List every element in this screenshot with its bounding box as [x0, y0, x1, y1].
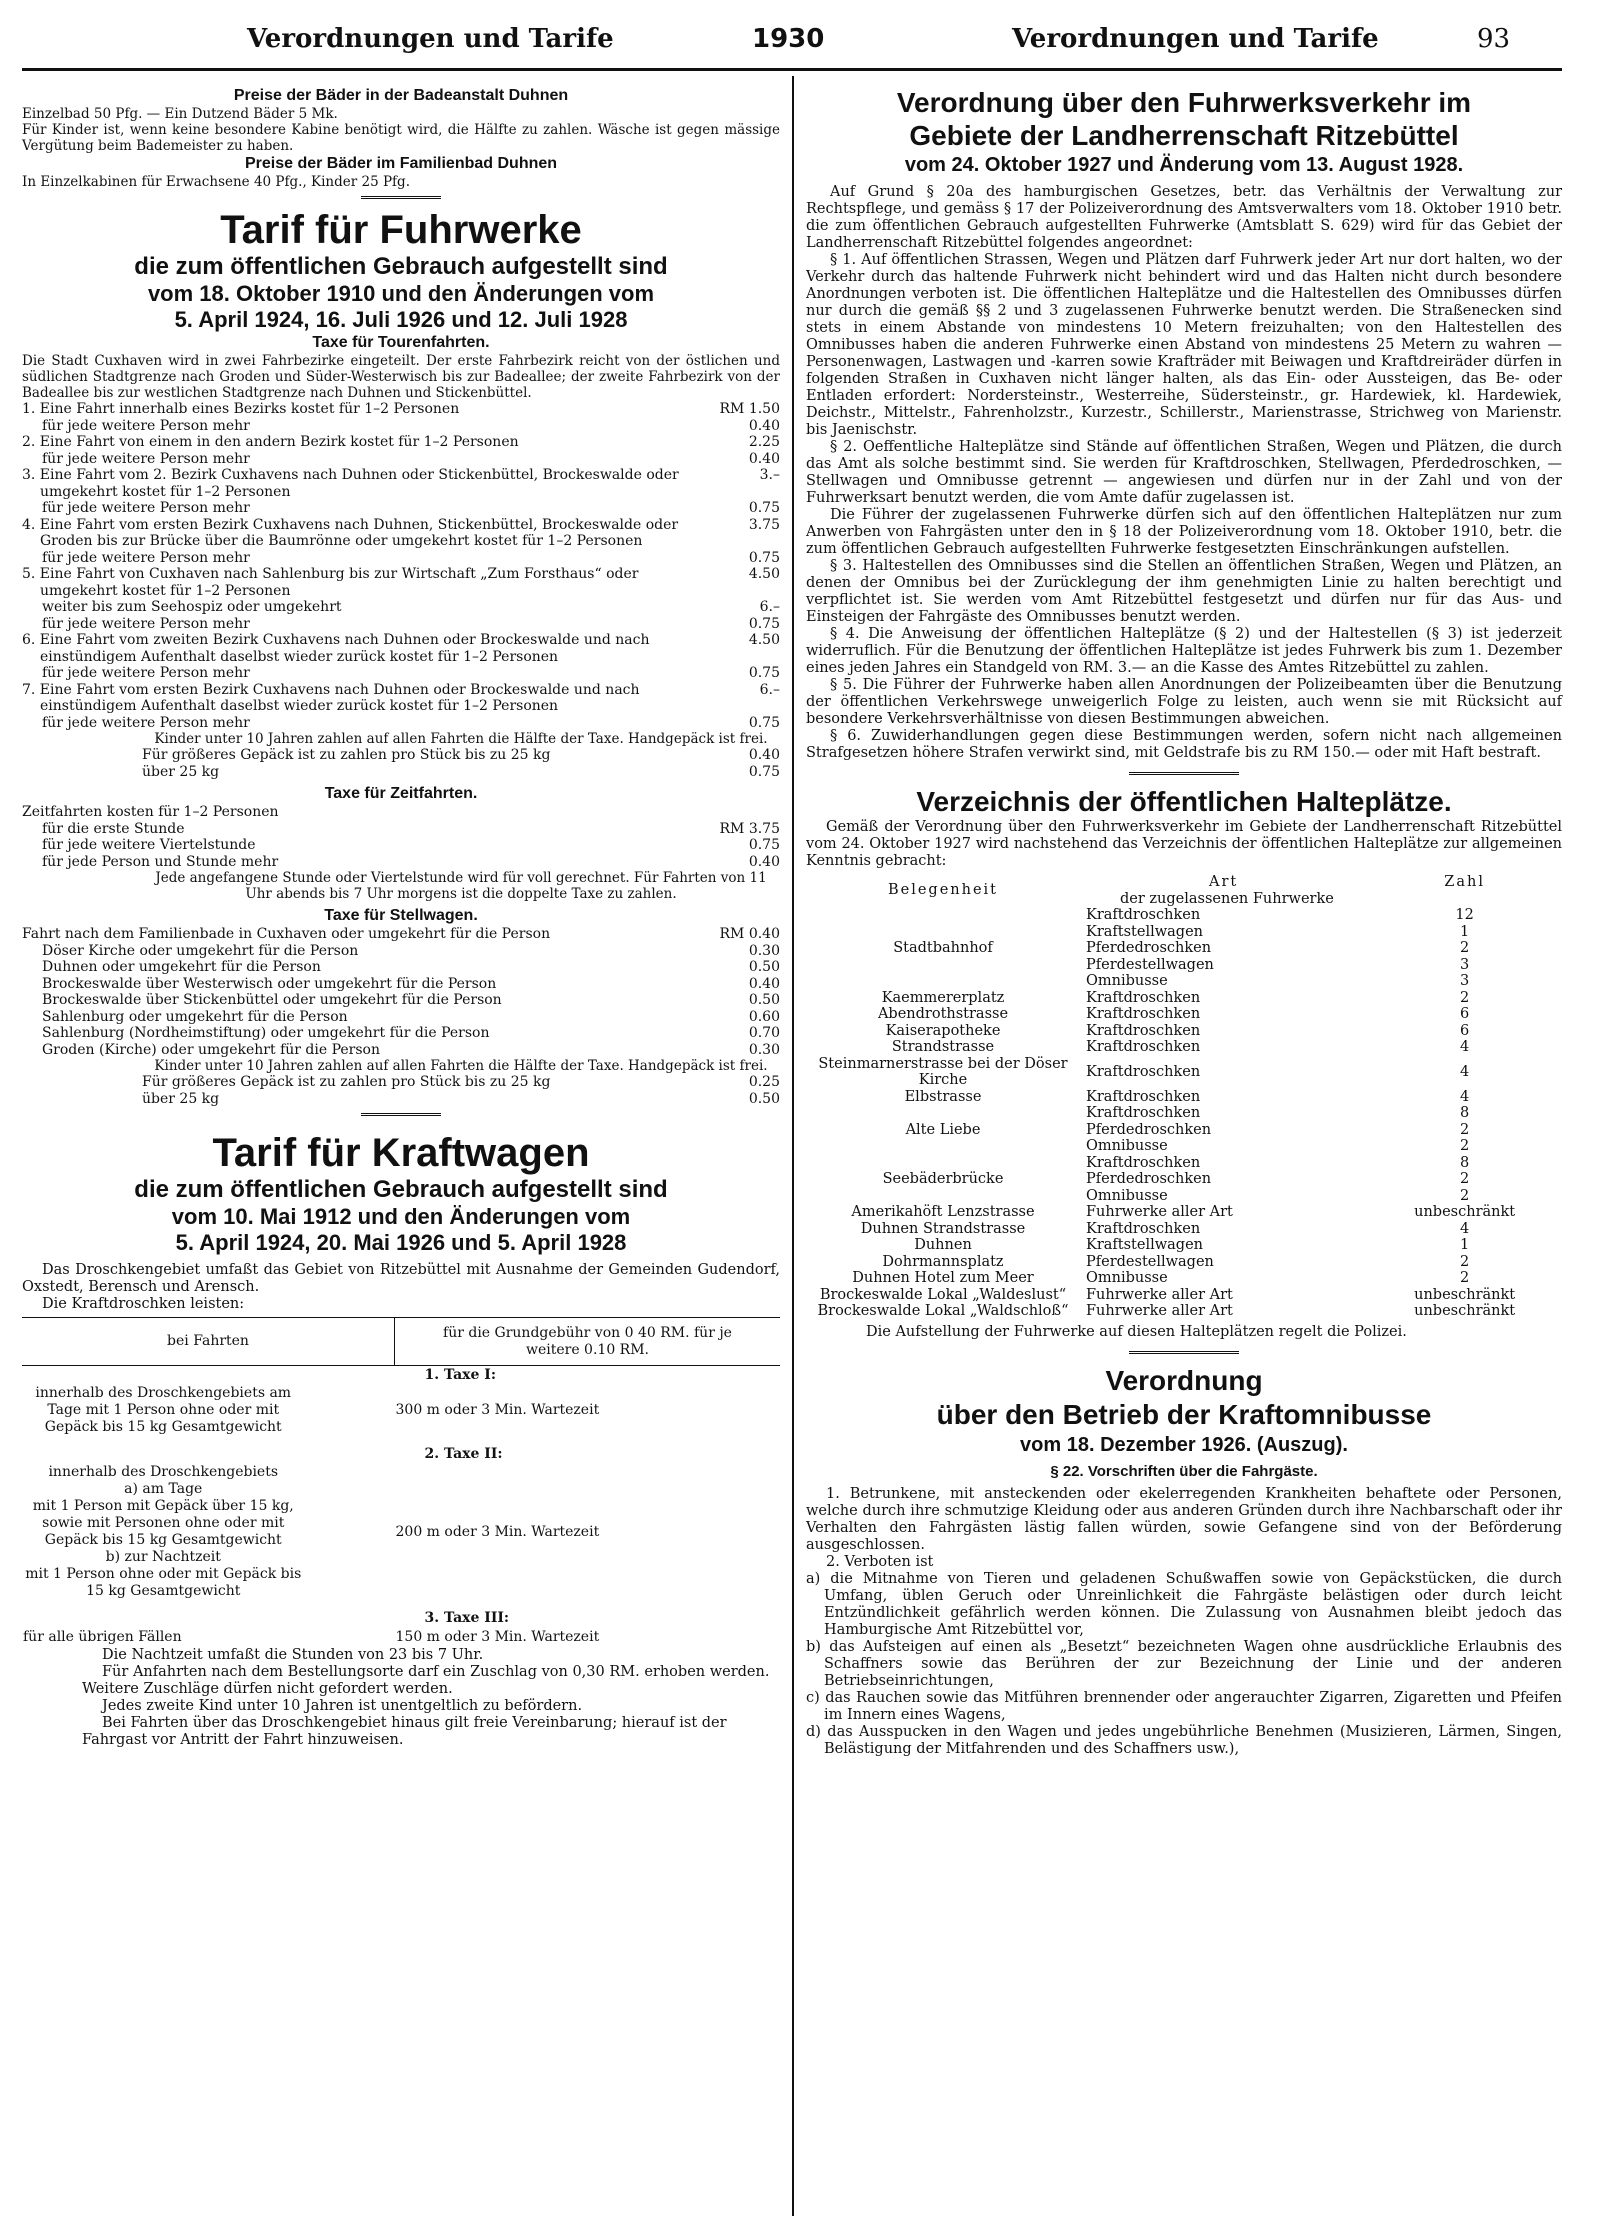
- tour-row: [22, 401, 780, 418]
- zeit-row-price: 0.40: [748, 853, 780, 870]
- halteplatz-ort: Elbstrasse: [904, 1088, 982, 1105]
- halteplatz-row: [806, 1237, 1562, 1254]
- th-sub: der zugelassenen Fuhrwerke: [1120, 890, 1334, 907]
- tour-row-desc: 7. Eine Fahrt vom ersten Bezirk Cuxhavens nach Duhnen oder Brockeswalde und nach einstündigem Aufenthalt daselbst wieder zurück kostet für 1–2 Personen: [22, 681, 640, 714]
- taxe1-value: 300 m oder 3 Min. Wartezeit: [395, 1402, 600, 1418]
- familienbad-title: Preise der Bäder im Familienbad Duhnen: [244, 155, 558, 172]
- tour-title: Taxe für Tourenfahrten.: [312, 334, 490, 351]
- halteplatz-zahl: 8: [1460, 1154, 1470, 1171]
- halteplatz-row: [806, 1204, 1562, 1221]
- halteplatz-ort: [806, 1188, 1080, 1205]
- halteplatz-art: Omnibusse: [1086, 1138, 1168, 1154]
- halteplatz-art: Pferdedroschken: [1086, 1171, 1212, 1187]
- halteplatz-zahl: unbeschränkt: [1414, 1204, 1516, 1220]
- halteplatz-ort: Kaemmererplatz: [881, 989, 1005, 1006]
- omnibus-item: b) das Aufsteigen auf einen als „Besetzt“ bezeichneten Wagen ohne ausdrückliche Erlaubnis des Schaffners sowie das Berühren der zur Bezeichnung der Linie und der anderen Betriebseinrichtungen,: [806, 1638, 1562, 1689]
- tour-row-desc: für jede weitere Person mehr: [42, 665, 250, 681]
- taxe2-line: a) am Tage: [124, 1481, 203, 1497]
- zeit-note: Jede angefangene Stunde oder Viertelstunde wird für voll gerechnet. Für Fahrten von 11 Uhr abends bis 7 Uhr morgens ist die doppelte Taxe zu zahlen.: [155, 870, 767, 902]
- stell-row-desc: Brockeswalde über Stickenbüttel oder umgekehrt für die Person: [42, 992, 502, 1008]
- tour-row-price: 4.50: [748, 632, 780, 648]
- verordnung-paragraph: § 4. Die Anweisung der öffentlichen Halteplätze (§ 2) und der Haltestellen (§ 3) ist jederzeit widerruflich. Für die Benutzung der öffentlichen Halteplätze ist jedes Fuhrwerk bis zum 1. Dezember eines jeden Jahres ein Standgeld von RM. 3.— an die Kasse des Amtes Ritzebüttel zu zahlen.: [806, 626, 1562, 676]
- kraftwagen-table: [22, 1317, 780, 1647]
- verordnung-body: [806, 184, 1562, 762]
- column-divider: [792, 76, 794, 2216]
- fuhrwerke-section: [22, 207, 780, 1107]
- fuhrwerke-sub1: die zum öffentlichen Gebrauch aufgestellt sind: [134, 253, 668, 280]
- tour-row-price: 3.75: [748, 516, 780, 533]
- right-column: [806, 86, 1562, 1758]
- baeder-line2: Für Kinder ist, wenn keine besondere Kabine benötigt wird, die Hälfte zu zahlen. Wäsche ist gegen mässige Vergütung beim Bademeister zu haben.: [22, 122, 780, 154]
- tour-row-price: 0.40: [748, 417, 780, 434]
- taxe2-label: 2. Taxe II:: [424, 1446, 503, 1462]
- halteplatz-ort: Stadtbahnhof: [893, 940, 993, 956]
- tour-row-desc: für jede weitere Person mehr: [42, 450, 250, 467]
- halteplatz-zahl: 2: [1460, 1171, 1470, 1187]
- halteplatz-ort: Steinmarnerstrasse bei der Döser Kirche: [818, 1055, 1068, 1088]
- halteplatz-ort: [806, 907, 1080, 924]
- halteplatz-art: Kraftdroschken: [1086, 1022, 1201, 1039]
- tour-row-price: 0.75: [748, 714, 780, 731]
- halteplatz-ort: Abendrothstrasse: [877, 1006, 1009, 1022]
- halteplatz-row: [806, 1089, 1562, 1106]
- tour-row-desc: für jede weitere Person mehr: [42, 417, 250, 434]
- omnibus-title1: Verordnung: [1105, 1364, 1263, 1396]
- halteplatz-row: [806, 1023, 1562, 1040]
- halteplatz-art: Kraftdroschken: [1086, 989, 1201, 1006]
- halteplaetze-intro: Gemäß der Verordnung über den Fuhrwerksverkehr im Gebiete der Landherrenschaft Ritzebüttel vom 24. Oktober 1927 wird nachstehend das Verzeichnis der öffentlichen Halteplätze zur allgemeinen Kenntnis gebracht:: [806, 819, 1562, 869]
- stell-row-price: 0.50: [748, 959, 780, 975]
- zeit-row-desc: für die erste Stunde: [42, 820, 185, 837]
- halteplatz-art: Omnibusse: [1086, 973, 1168, 989]
- kraftwagen-intro: Das Droschkengebiet umfaßt das Gebiet von Ritzebüttel mit Ausnahme der Gemeinden Gudendorf, Oxstedt, Berensch und Arensch.: [22, 1262, 780, 1295]
- stell-row: [22, 1025, 780, 1042]
- halteplatz-row: [806, 1039, 1562, 1056]
- halteplatz-zahl: 1: [1460, 923, 1470, 940]
- halteplatz-ort: Amerikahöft Lenzstrasse: [851, 1204, 1035, 1220]
- halteplatz-art: Fuhrwerke aller Art: [1086, 1286, 1233, 1303]
- tour-row-desc: 5. Eine Fahrt von Cuxhaven nach Sahlenburg bis zur Wirtschaft „Zum Forsthaus“ oder umgekehrt kostet für 1–2 Personen: [22, 566, 639, 599]
- omnibus-p1: 1. Betrunkene, mit ansteckenden oder ekelerregenden Krankheiten behaftete oder Personen, welche durch ihre schmutzige Kleidung oder aus anderen Gründen durch ihre Nachbarschaft oder ihr Verhalten den Fahrgästen lästig fallen würden, sowie Gefangene sind von der Beförderung ausgeschlossen.: [806, 1485, 1562, 1553]
- tour-row: [22, 451, 780, 468]
- halteplatz-zahl: 3: [1460, 973, 1470, 989]
- stell-row-desc: Döser Kirche oder umgekehrt für die Person: [42, 942, 359, 959]
- baeder-line3: In Einzelkabinen für Erwachsene 40 Pfg., Kinder 25 Pfg.: [22, 174, 410, 190]
- tour-row-desc: 1. Eine Fahrt innerhalb eines Bezirks kostet für 1–2 Personen: [22, 401, 460, 417]
- halteplatz-ort: [806, 1155, 1080, 1172]
- halteplatz-art: Omnibusse: [1086, 1270, 1168, 1286]
- halteplatz-art: Pferdedroschken: [1086, 940, 1212, 956]
- halteplatz-art: Kraftstellwagen: [1086, 1237, 1203, 1253]
- zeit-row-price: 0.75: [748, 837, 780, 853]
- halteplatz-row: [806, 1056, 1562, 1089]
- divider: [361, 196, 441, 199]
- halteplatz-zahl: 4: [1460, 1063, 1470, 1080]
- kraftwagen-note: Die Nachtzeit umfaßt die Stunden von 23 bis 7 Uhr.: [102, 1647, 484, 1663]
- stell-row-desc: Brockeswalde über Westerwisch oder umgekehrt für die Person: [42, 975, 497, 992]
- kraftwagen-note: Für Anfahrten nach dem Bestellungsorte darf ein Zuschlag von 0,30 RM. erhoben werden. Weitere Zuschläge dürfen nicht gefordert werden.: [82, 1664, 770, 1697]
- stell-row: [22, 992, 780, 1009]
- halteplaetze-title: Verzeichnis der öffentlichen Halteplätze.: [916, 786, 1452, 817]
- omnibus-title2: über den Betrieb der Kraftomnibusse: [936, 1398, 1432, 1430]
- gepaeck-price: 0.50: [748, 1090, 780, 1107]
- header-right: Verordnungen und Tarife: [1012, 24, 1379, 54]
- page-number: 93: [1477, 24, 1511, 54]
- newspaper-page: [22, 16, 1562, 2211]
- omnibus-item: d) das Ausspucken in den Wagen und jedes ungebührliche Benehmen (Musizieren, Lärmen, Singen, Belästigung der Mitfahrenden und des Schaffners usw.),: [806, 1723, 1562, 1757]
- halteplatz-zahl: 2: [1460, 1121, 1470, 1138]
- stell-row: [22, 1042, 780, 1059]
- stell-title: Taxe für Stellwagen.: [324, 907, 478, 924]
- kraftwagen-note: Bei Fahrten über das Droschkengebiet hinaus gilt freie Vereinbarung; hierauf ist der Fahrgast vor Antritt der Fahrt hinzuweisen.: [82, 1715, 727, 1748]
- tour-row-price: 0.75: [748, 500, 780, 516]
- baeder-section: [22, 86, 780, 190]
- halteplatz-zahl: 3: [1460, 956, 1470, 973]
- header-year: 1930: [752, 24, 825, 54]
- kraftwagen-notes: [22, 1647, 780, 1749]
- halteplatz-zahl: 12: [1455, 907, 1474, 923]
- stell-row-desc: Sahlenburg oder umgekehrt für die Person: [42, 1008, 348, 1025]
- kinder-note: Kinder unter 10 Jahren zahlen auf allen Fahrten die Hälfte der Taxe. Handgepäck ist frei.: [154, 731, 768, 747]
- tour-row-desc: 4. Eine Fahrt vom ersten Bezirk Cuxhavens nach Duhnen, Stickenbüttel, Brockeswalde oder Groden bis zur Brücke über die Baumrönne oder umgekehrt kostet für 1–2 Personen: [22, 516, 679, 549]
- halteplatz-zahl: 2: [1460, 1253, 1470, 1270]
- taxe2-value: 200 m oder 3 Min. Wartezeit: [395, 1523, 600, 1540]
- omnibus-item: a) die Mitnahme von Tieren und geladenen Schußwaffen sowie von Gepäckstücken, die durch Umfang, üblen Geruch oder Unreinlichkeit die Fahrgäste belästigen oder durch leicht Entzündlichkeit gefährlich werden können. Die Zulassung von Ausnahmen bleibt jedoch das Hamburgische Amt Ritzebüttel vor,: [806, 1570, 1562, 1638]
- tour-row-price: 0.40: [748, 450, 780, 467]
- tour-row: [22, 418, 780, 435]
- halteplatz-zahl: 4: [1460, 1088, 1470, 1105]
- th-belegenheit: Belegenheit: [887, 882, 999, 899]
- verordnung-title3: vom 24. Oktober 1927 und Änderung vom 13. August 1928.: [904, 154, 1464, 176]
- halteplatz-ort: Brockeswalde Lokal „Waldschloß“: [817, 1303, 1069, 1319]
- halteplatz-art: Fuhrwerke aller Art: [1086, 1204, 1233, 1220]
- stell-row-price: 0.30: [748, 942, 780, 959]
- stell-row-desc: Groden (Kirche) oder umgekehrt für die Person: [42, 1041, 380, 1058]
- zeit-table: [22, 804, 780, 870]
- halteplatz-ort: Kaiserapotheke: [885, 1022, 1001, 1039]
- tour-intro: Die Stadt Cuxhaven wird in zwei Fahrbezirke eingeteilt. Der erste Fahrbezirk reicht von der östlichen und südlichen Stadtgrenze nach Groden und Süder-Westerwisch bis zur Badeallee; der zweite Fahrbezirk von der Badeallee bis zur westlichen Stadtgrenze nach Duhnen und Stickenbüttel.: [22, 353, 780, 401]
- zeit-row: [22, 804, 780, 821]
- halteplatz-ort: Seebäderbrücke: [882, 1171, 1004, 1187]
- halteplatz-art: Kraftdroschken: [1086, 1063, 1201, 1080]
- verordnung-paragraph: § 1. Auf öffentlichen Strassen, Wegen und Plätzen darf Fuhrwerk jeder Art nur dort halten, wo der Verkehr durch das haltende Fuhrwerk nicht behindert wird und das Halten nicht durch besondere Anordnungen verboten ist. Die öffentlichen Halteplätze und die Haltestellen des Omnibusses dürfen nur durch die gemäß §§ 2 und 3 zugelassenen Fuhrwerke benutzt werden. Die Straßenecken sind stets in einem Abstande von mindestens 10 Metern freizuhalten; von den Haltestellen des Omnibusses haben die anderen Fuhrwerke einen Abstand von mindestens 25 Metern zu wahren — Personenwagen, Lastwagen und -karren sowie Krafträder mit Beiwagen und Kraftdreiräder dürfen in folgenden Straßen in Cuxhaven nicht länger halten, als das Ein- oder Aussteigen, das Be- oder Entladen erfordert: Nordersteinstr., Westerreihe, Südersteinstr., gr. Hardewiek, kl. Hardewiek, Deichstr., Mittelstr., Fahrenholzstr., Kurzestr., Schillerstr., Marienstrasse, Strichweg von Marienstr. bis Jaenischstr.: [806, 252, 1562, 438]
- halteplatz-art: Kraftdroschken: [1086, 907, 1201, 923]
- halteplatz-row: [806, 1221, 1562, 1238]
- omnibus-sec: § 22. Vorschriften über die Fahrgäste.: [1050, 1462, 1318, 1480]
- kraftwagen-intro2: Die Kraftdroschken leisten:: [42, 1296, 245, 1312]
- tour-row: [22, 434, 780, 451]
- halteplatz-row: [806, 907, 1562, 924]
- tour-row: [22, 550, 780, 567]
- tour-row-price: 0.75: [748, 615, 780, 632]
- verordnung-title1: Verordnung über den Fuhrwerksverkehr im: [896, 87, 1472, 118]
- tour-row-price: 3.–: [759, 467, 780, 483]
- left-column: [22, 86, 780, 1749]
- halteplatz-row: [806, 1287, 1562, 1304]
- stell-row-desc: Fahrt nach dem Familienbade in Cuxhaven oder umgekehrt für die Person: [22, 926, 551, 942]
- halteplatz-zahl: 4: [1460, 1220, 1470, 1237]
- stell-row: [22, 1009, 780, 1026]
- tour-row-desc: für jede weitere Person mehr: [42, 549, 250, 566]
- tour-row: [22, 599, 780, 616]
- halteplaetze-section: [806, 785, 1562, 1341]
- halteplatz-art: Kraftdroschken: [1086, 1088, 1201, 1105]
- gepaeck-row: Für größeres Gepäck ist zu zahlen pro Stück bis zu 25 kg: [142, 1074, 551, 1090]
- halteplatz-row: [806, 1188, 1562, 1205]
- omnibus-title3: vom 18. Dezember 1926. (Auszug).: [1020, 1433, 1348, 1456]
- omnibus-items: [806, 1571, 1562, 1758]
- halteplatz-ort: [806, 1138, 1080, 1155]
- gepaeck-row: über 25 kg: [142, 763, 220, 780]
- taxe3-value: 150 m oder 3 Min. Wartezeit: [395, 1629, 600, 1645]
- tour-row-price: 2.25: [748, 434, 780, 450]
- verordnung-paragraph: § 2. Oeffentliche Halteplätze sind Stände auf öffentlichen Straßen, Wegen und Plätzen, die durch das Amt als solche bestimmt sind. Sie werden für Kraftdroschken, Stellwagen, Pferdedroschken, — Stellwagen und Omnibusse getrennt — angewiesen und dürfen nur in der Zahl und von der Fuhrwerksart benutzt werden, die vom Amte dafür zugelassen ist.: [806, 439, 1562, 506]
- verordnung-paragraph: Auf Grund § 20a des hamburgischen Gesetzes, betr. das Verhältnis der Verwaltung zur Rechtspflege, und gemäss § 17 der Polizeiverordnung des Amtsverwalters vom 18. Oktober 1910 betr. die zum öffentlichen Gebrauch aufgestellten Fuhrwerke (Amtsblatt S. 629) wird für das Gebiet der Landherrenschaft Ritzebüttel folgendes angeordnet:: [806, 184, 1562, 251]
- halteplatz-row: [806, 1303, 1562, 1320]
- halteplatz-row: [806, 1138, 1562, 1155]
- tour-row-price: RM 1.50: [719, 401, 780, 417]
- taxe1-desc: innerhalb des Droschkengebiets am Tage mit 1 Person ohne oder mit Gepäck bis 15 kg Gesamtgewicht: [35, 1385, 292, 1435]
- halteplatz-zahl: 8: [1460, 1105, 1470, 1121]
- halteplatz-row: [806, 973, 1562, 990]
- halteplatz-row: [806, 1122, 1562, 1139]
- halteplatz-art: Pferdedroschken: [1086, 1121, 1212, 1138]
- tour-row-desc: 2. Eine Fahrt von einem in den andern Bezirk kostet für 1–2 Personen: [22, 434, 519, 450]
- tour-row-desc: für jede weitere Person mehr: [42, 615, 250, 632]
- kraftwagen-section: [22, 1130, 780, 1749]
- zeit-row-desc: für jede weitere Viertelstunde: [42, 837, 256, 853]
- halteplatz-row: [806, 990, 1562, 1007]
- verordnung-paragraph: Die Führer der zugelassenen Fuhrwerke dürfen sich auf den öffentlichen Halteplätzen nur zum Anwerben von Fahrgästen unter den in § 18 der Polizeiverordnung vom 18. Oktober 1910, betr. die zum öffentlichen Gebrauch aufgestellten Fuhrwerke festgesetzten Einschränkungen aufstellen.: [806, 507, 1562, 557]
- halteplatz-zahl: 2: [1460, 989, 1470, 1006]
- th-art: Art: [1209, 874, 1239, 890]
- verordnung-paragraph: § 6. Zuwiderhandlungen gegen diese Bestimmungen werden, sofern nicht nach allgemeinen Strafgesetzen höhere Strafen verwirkt sind, mit Geldstrafe bis zu RM 150.— oder mit Haft bestraft.: [806, 728, 1562, 761]
- th-zahl: Zahl: [1444, 874, 1485, 890]
- tour-row-desc: weiter bis zum Seehospiz oder umgekehrt: [42, 599, 342, 615]
- tour-row-desc: 3. Eine Fahrt vom 2. Bezirk Cuxhavens nach Duhnen oder Stickenbüttel, Brockeswalde oder umgekehrt kostet für 1–2 Personen: [22, 467, 679, 500]
- kraftwagen-title: Tarif für Kraftwagen: [212, 1131, 590, 1175]
- baeder-line1: Einzelbad 50 Pfg. — Ein Dutzend Bäder 5 Mk.: [22, 106, 338, 122]
- header-left: Verordnungen und Tarife: [247, 24, 614, 54]
- halteplatz-zahl: 1: [1460, 1237, 1470, 1253]
- halteplatz-row: [806, 1155, 1562, 1172]
- halteplatz-row: [806, 957, 1562, 974]
- halteplaetze-table: [806, 874, 1562, 1320]
- tour-row: [22, 682, 780, 715]
- zeit-row: [22, 821, 780, 838]
- halteplatz-row: [806, 1270, 1562, 1287]
- fuhrwerke-title: Tarif für Fuhrwerke: [220, 208, 582, 252]
- halteplatz-art: Omnibusse: [1086, 1187, 1168, 1204]
- gepaeck-price: 0.25: [748, 1074, 780, 1090]
- kraftwagen-sub3: 5. April 1924, 20. Mai 1926 und 5. April 1928: [175, 1230, 627, 1255]
- kraftwagen-sub2: vom 10. Mai 1912 und den Änderungen vom: [171, 1204, 631, 1229]
- stell-row-price: 0.70: [748, 1025, 780, 1041]
- zeit-row-price: RM 3.75: [719, 820, 780, 837]
- halteplatz-zahl: 4: [1460, 1039, 1470, 1055]
- baeder-title: Preise der Bäder in der Badeanstalt Duhnen: [233, 87, 569, 104]
- tour-row-price: 6.–: [759, 681, 780, 698]
- halteplatz-ort: Dohrmannsplatz: [882, 1253, 1004, 1270]
- stell-row: [22, 943, 780, 960]
- taxe2-line: b) zur Nachtzeit: [105, 1549, 221, 1565]
- divider: [1129, 772, 1239, 775]
- halteplaetze-outro: Die Aufstellung der Fuhrwerke auf diesen Halteplätzen regelt die Polizei.: [866, 1323, 1407, 1340]
- zeit-row: [22, 854, 780, 871]
- halteplatz-ort: Alte Liebe: [905, 1121, 981, 1138]
- stell-row-price: 0.30: [748, 1041, 780, 1058]
- tour-table: [22, 401, 780, 731]
- taxe3-desc: für alle übrigen Fällen: [23, 1629, 182, 1645]
- tour-row: [22, 500, 780, 517]
- halteplatz-zahl: unbeschränkt: [1414, 1303, 1516, 1319]
- halteplatz-row: [806, 1254, 1562, 1271]
- taxe3-label: 3. Taxe III:: [424, 1610, 510, 1626]
- stell-row: [22, 959, 780, 976]
- tour-row: [22, 467, 780, 500]
- halteplatz-zahl: 6: [1460, 1006, 1470, 1022]
- verordnung-paragraph: § 3. Haltestellen des Omnibusses sind die Stellen an öffentlichen Straßen, Wegen und Plätzen, an denen der Omnibus bei der Zurücklegung der ihm genehmigten Linie zu halten berechtigt und verpflichtet ist. Sie werden vom Amt Ritzebüttel festgesetzt und dürfen nur für das Aus- und Einsteigen der Fahrgäste des Omnibusses benutzt werden.: [806, 558, 1562, 625]
- zeit-row: [22, 837, 780, 854]
- th-fahrten: bei Fahrten: [22, 1318, 395, 1366]
- taxe2-desc: [22, 1464, 395, 1600]
- zeit-row-price: [718, 804, 780, 821]
- halteplatz-ort: Brockeswalde Lokal „Waldeslust“: [819, 1286, 1067, 1303]
- halteplatz-zahl: unbeschränkt: [1414, 1286, 1516, 1303]
- omnibus-p2: 2. Verboten ist: [826, 1553, 934, 1570]
- zeit-row-desc: für jede Person und Stunde mehr: [42, 853, 279, 870]
- kraftwagen-sub1: die zum öffentlichen Gebrauch aufgestellt sind: [134, 1176, 668, 1203]
- halteplatz-art: Pferdestellwagen: [1086, 956, 1214, 973]
- halteplatz-row: [806, 940, 1562, 957]
- th-gebuehr: für die Grundgebühr von 0 40 RM. für je weitere 0.10 RM.: [443, 1324, 732, 1358]
- tour-row: [22, 517, 780, 550]
- stell-row-price: 0.40: [748, 975, 780, 992]
- halteplatz-ort: Duhnen Strandstrasse: [860, 1220, 1026, 1237]
- tour-row-price: 6.–: [759, 599, 780, 615]
- halteplatz-art: Kraftdroschken: [1086, 1006, 1201, 1022]
- gepaeck-row: Für größeres Gepäck ist zu zahlen pro Stück bis zu 25 kg: [142, 747, 551, 763]
- gepaeck-price: 0.75: [748, 763, 780, 780]
- verordnung-paragraph: § 5. Die Führer der Fuhrwerke haben allen Anordnungen der Polizeibeamten über die Benutzung der öffentlichen Verkehrswege unweigerlich Folge zu leisten, auch wenn sie mit Rücksicht auf besondere Verkehrsverhältnisse von diesen Bestimmungen abweichen.: [806, 677, 1562, 727]
- stell-row-desc: Duhnen oder umgekehrt für die Person: [42, 959, 321, 975]
- gepaeck-price: 0.40: [748, 747, 780, 763]
- tour-row-price: 0.75: [748, 549, 780, 566]
- tour-row: [22, 566, 780, 599]
- halteplatz-ort: [806, 924, 1080, 941]
- tour-row-price: 4.50: [748, 566, 780, 582]
- page-header: [22, 16, 1562, 71]
- zeit-row-desc: Zeitfahrten kosten für 1–2 Personen: [22, 804, 279, 820]
- halteplatz-zahl: 2: [1460, 1138, 1470, 1154]
- halteplatz-ort: [806, 1105, 1080, 1122]
- divider: [1129, 1351, 1239, 1354]
- halteplatz-ort: [806, 973, 1080, 990]
- tour-row: [22, 665, 780, 682]
- tour-row: [22, 632, 780, 665]
- halteplatz-art: Pferdestellwagen: [1086, 1253, 1214, 1270]
- tour-row: [22, 715, 780, 732]
- stell-row-desc: Sahlenburg (Nordheimstiftung) oder umgekehrt für die Person: [42, 1025, 490, 1041]
- halteplatz-art: Kraftstellwagen: [1086, 923, 1203, 940]
- tour-row: [22, 616, 780, 633]
- halteplatz-zahl: 6: [1460, 1022, 1470, 1039]
- fuhrwerke-sub3: 5. April 1924, 16. Juli 1926 und 12. Juli 1928: [174, 307, 628, 332]
- halteplatz-zahl: 2: [1460, 1270, 1470, 1286]
- halteplatz-row: [806, 1171, 1562, 1188]
- gepaeck-row: über 25 kg: [142, 1090, 220, 1107]
- omnibus-section: [806, 1364, 1562, 1758]
- stell-row-price: 0.50: [748, 992, 780, 1008]
- halteplatz-art: Kraftdroschken: [1086, 1105, 1201, 1121]
- halteplatz-row: [806, 924, 1562, 941]
- verordnung-title2: Gebiete der Landherrenschaft Ritzebüttel: [909, 120, 1459, 151]
- halteplatz-row: [806, 1006, 1562, 1023]
- taxe2-line: innerhalb des Droschkengebiets: [48, 1464, 279, 1480]
- halteplatz-ort: Strandstrasse: [891, 1039, 995, 1055]
- fuhrwerke-sub2: vom 18. Oktober 1910 und den Änderungen vom: [147, 281, 655, 306]
- halteplatz-ort: [806, 957, 1080, 974]
- halteplatz-ort: Duhnen: [914, 1237, 972, 1253]
- taxe2-line: mit 1 Person mit Gepäck über 15 kg, sowie mit Personen ohne oder mit Gepäck bis 15 kg Gesamtgewicht: [32, 1498, 294, 1548]
- halteplatz-art: Kraftdroschken: [1086, 1220, 1201, 1237]
- kinder-note-2: Kinder unter 10 Jahren zahlen auf allen Fahrten die Hälfte der Taxe. Handgepäck ist frei.: [154, 1058, 768, 1074]
- halteplatz-zahl: 2: [1460, 1187, 1470, 1204]
- halteplatz-art: Kraftdroschken: [1086, 1154, 1201, 1171]
- stell-row-price: 0.60: [748, 1008, 780, 1025]
- tour-row-desc: 6. Eine Fahrt vom zweiten Bezirk Cuxhavens nach Duhnen oder Brockeswalde und nach einstündigem Aufenthalt daselbst wieder zurück kostet für 1–2 Personen: [22, 632, 650, 665]
- taxe1-label: 1. Taxe I:: [424, 1367, 496, 1383]
- halteplatz-art: Fuhrwerke aller Art: [1086, 1303, 1233, 1319]
- stell-table: [22, 926, 780, 1058]
- halteplatz-row: [806, 1105, 1562, 1122]
- halteplatz-zahl: 2: [1460, 940, 1470, 956]
- stell-row: [22, 926, 780, 943]
- stell-row-price: RM 0.40: [719, 926, 780, 942]
- tour-row-price: 0.75: [748, 665, 780, 681]
- verordnung-section: [806, 86, 1562, 762]
- stell-row: [22, 976, 780, 993]
- tour-row-desc: für jede weitere Person mehr: [42, 500, 250, 516]
- tour-row-desc: für jede weitere Person mehr: [42, 714, 250, 731]
- zeit-title: Taxe für Zeitfahrten.: [324, 785, 478, 802]
- halteplatz-ort: Duhnen Hotel zum Meer: [852, 1270, 1034, 1286]
- omnibus-item: c) das Rauchen sowie das Mitführen brennender oder angerauchter Zigarren, Zigaretten und Pfeifen im Innern eines Wagens,: [806, 1689, 1562, 1723]
- halteplatz-art: Kraftdroschken: [1086, 1039, 1201, 1055]
- divider: [361, 1113, 441, 1116]
- kraftwagen-note: Jedes zweite Kind unter 10 Jahren ist unentgeltlich zu befördern.: [102, 1698, 583, 1714]
- taxe2-line: mit 1 Person ohne oder mit Gepäck bis 15 kg Gesamtgewicht: [25, 1566, 302, 1599]
